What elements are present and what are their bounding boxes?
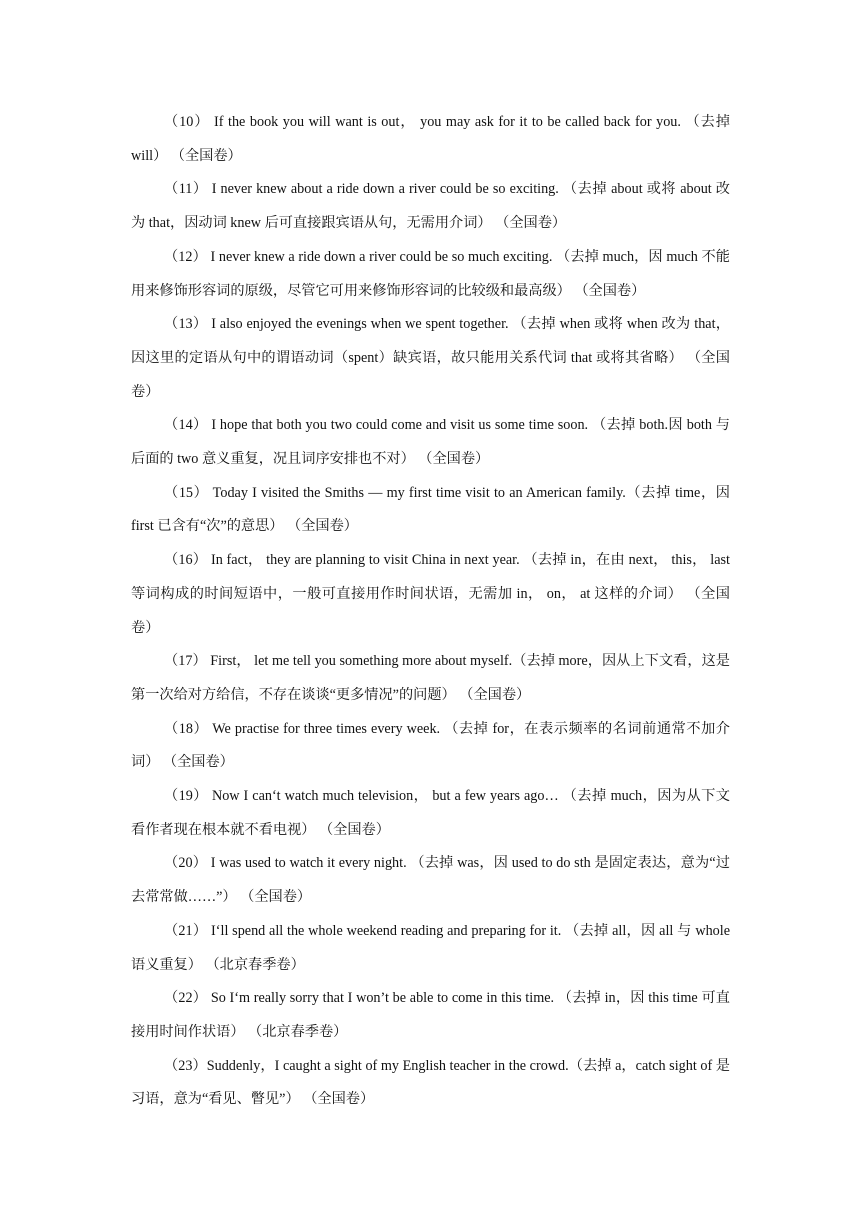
item-19: （19） Now I can‘t watch much television， but a few years ago… （去掉 much，因为从下文看作者现在根本就不看电视） （全国卷）	[131, 788, 730, 838]
item-10: （10） If the book you will want is out， you may ask for it to be called back for you. （去掉 will） （全国卷）	[131, 114, 730, 164]
item-22: （22） So I‘m really sorry that I won’t be able to come in this time. （去掉 in，因 this time 可直接用时间作状语） （北京春季卷）	[131, 990, 730, 1040]
item-21: （21） I‘ll spend all the whole weekend reading and preparing for it. （去掉 all，因 all 与 whole 语义重复） （北京春季卷）	[131, 922, 730, 973]
item-11: （11） I never knew about a ride down a river could be so exciting. （去掉 about 或将 about 改为 that，因动词 knew 后可直接跟宾语从句，无需用介词） （全国卷）	[131, 181, 730, 232]
item-13: （13） I also enjoyed the evenings when we spent together. （去掉 when 或将 when 改为 that，因这里的定语从句中的谓语动词（spent）缺宾语，故只能用关系代词 that 或将其省略） （全国卷）	[131, 316, 730, 400]
item-16: （16） In fact， they are planning to visit China in next year. （去掉 in，在由 next， this， last 等词构成的时间短语中，一般可直接用作时间状语，无需加 in， on， at 这样的介词） （全国卷）	[131, 552, 730, 636]
item-15: （15） Today I visited the Smiths — my first time visit to an American family.（去掉 time，因 first 已含有“次”的意思） （全国卷）	[131, 484, 730, 535]
item-12: （12） I never knew a ride down a river could be so much exciting. （去掉 much，因 much 不能用来修饰形容词的原级，尽管它可用来修饰形容词的比较级和最高级） （全国卷）	[131, 248, 730, 299]
item-23: （23）Suddenly，I caught a sight of my English teacher in the crowd.（去掉 a，catch sight of 是习语，意为“看见、瞥见”） （全国卷）	[131, 1057, 730, 1108]
item-18: （18） We practise for three times every week. （去掉 for，在表示频率的名词前通常不加介词） （全国卷）	[131, 720, 730, 771]
item-17: （17） First， let me tell you something more about myself.（去掉 more，因从上下文看，这是第一次给对方给信，不存在谈谈“更多情况”的问题） （全国卷）	[131, 653, 730, 703]
item-14: （14） I hope that both you two could come and visit us some time soon. （去掉 both.因 both 与后面的 two 意义重复，况且词序安排也不对） （全国卷）	[131, 417, 730, 468]
item-20: （20） I was used to watch it every night. （去掉 was，因 used to do sth 是固定表达，意为“过去常常做……”） （全国卷）	[131, 855, 730, 906]
document-page	[131, 106, 730, 1117]
